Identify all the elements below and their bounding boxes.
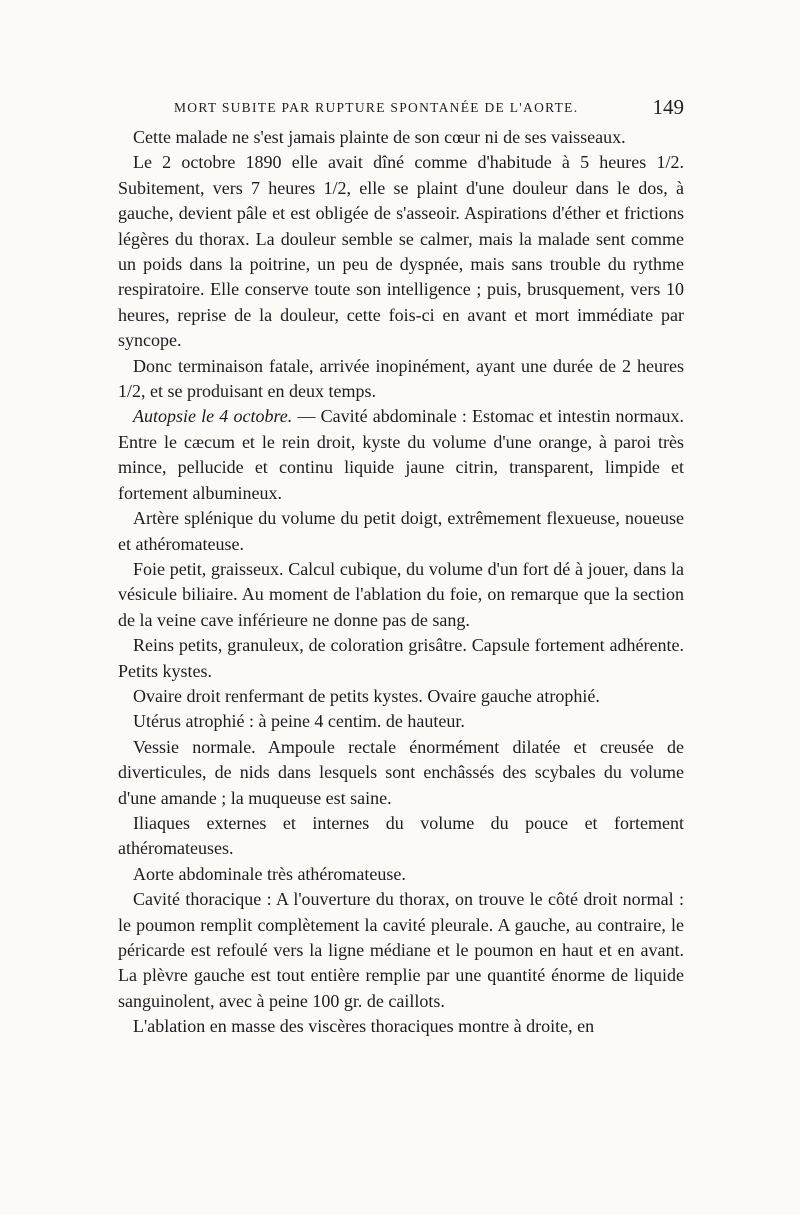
paragraph: Artère splénique du volume du petit doigt, extrêmement flexueuse, noueuse et athéromateuse. — [118, 508, 684, 554]
paragraph: Foie petit, graisseux. Calcul cubique, du volume d'un fort dé à jouer, dans la vésicule biliaire. Au moment de l'ablation du foie, on remarque que la section de la veine cave inférieure ne donne pas de sang. — [118, 558, 684, 630]
autopsy-heading: Autopsie le 4 octobre. — [133, 406, 293, 427]
paragraph: Reins petits, granuleux, de coloration grisâtre. Capsule fortement adhérente. Petits kystes. — [118, 635, 684, 681]
paragraph: Vessie normale. Ampoule rectale énormément dilatée et creusée de diverticules, de nids dans lesquels sont enchâssés des scybales du volume d'une amande ; la muqueuse est saine. — [118, 736, 684, 808]
paragraph: L'ablation en masse des viscères thoraciques montre à droite, en — [133, 1016, 595, 1037]
paragraph: Ovaire droit renfermant de petits kystes. Ovaire gauche atrophié. — [133, 685, 600, 706]
paragraph: Aorte abdominale très athéromateuse. — [133, 863, 406, 884]
paragraph: Cavité thoracique : A l'ouverture du thorax, on trouve le côté droit normal : le poumon remplit complètement la cavité pleurale. A gauche, au contraire, le péricarde est refoulé vers la ligne médiane et le poumon en haut et en avant. La plèvre gauche est tout entière remplie par une quantité énorme de liquide sanguinolent, avec à peine 100 gr. de caillots. — [118, 889, 684, 1011]
page-header — [118, 95, 684, 124]
paragraph: Utérus atrophié : à peine 4 centim. de hauteur. — [133, 711, 465, 732]
paragraph: Autopsie le 4 octobre. — Cavité abdominale : Estomac et intestin normaux. Entre le cæcum et le rein droit, kyste du volume d'une orange, à paroi très mince, pellucide et continu liquide jaune citrin, transparent, limpide et fortement albumineux. — [118, 406, 684, 503]
paragraph: Le 2 octobre 1890 elle avait dîné comme d'habitude à 5 heures 1/2. Subitement, vers 7 heures 1/2, elle se plaint d'une douleur dans le dos, à gauche, devient pâle et est obligée de s'asseoir. Aspirations d'éther et frictions légères du thorax. La douleur semble se calmer, mais la malade sent comme un poids dans la poitrine, un peu de dyspnée, mais sans trouble du rythme respiratoire. Elle conserve toute son intelligence ; puis, brusquement, vers 10 heures, reprise de la douleur, cette fois-ci en avant et mort immédiate par syncope. — [118, 152, 684, 351]
paragraph: Cette malade ne s'est jamais plainte de son cœur ni de ses vaisseaux. — [133, 127, 626, 147]
page-number: 149 — [652, 95, 684, 119]
body-text — [118, 125, 684, 1040]
running-title: MORT SUBITE PAR RUPTURE SPONTANÉE DE L'AORTE. — [174, 100, 579, 115]
paragraph: Donc terminaison fatale, arrivée inopinément, ayant une durée de 2 heures 1/2, et se produisant en deux temps. — [118, 355, 684, 402]
paragraph: Iliaques externes et internes du volume du pouce et fortement athéromateuses. — [118, 812, 684, 859]
